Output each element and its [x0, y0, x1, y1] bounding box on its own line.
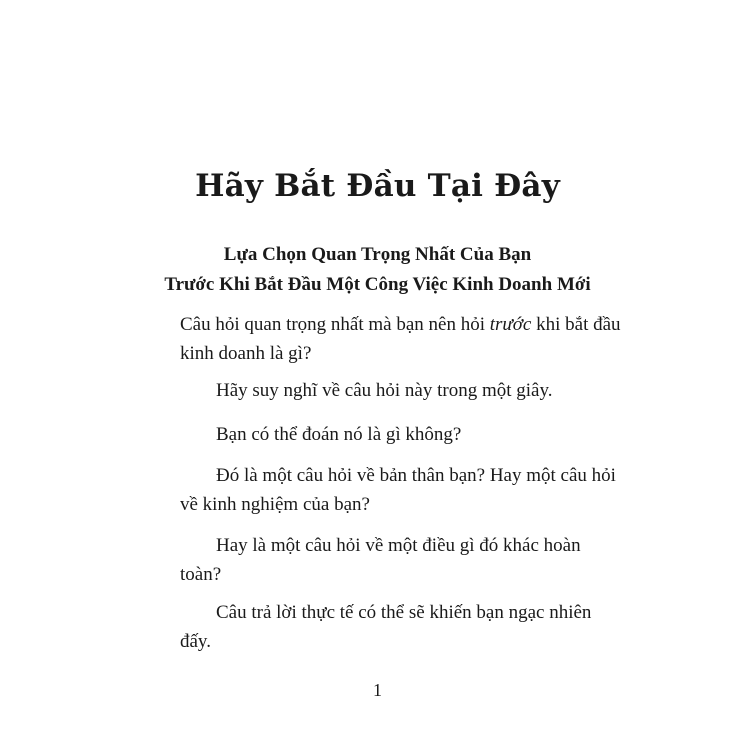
- paragraph-4: [180, 461, 616, 519]
- paragraph-1-emphasis: trước: [489, 314, 532, 335]
- chapter-title: Hãy Bắt Đầu Tại Đây: [195, 168, 560, 204]
- paragraph-1-text-before: Câu hỏi quan trọng nhất mà bạn nên hỏi: [180, 314, 490, 335]
- chapter-subtitle: [0, 240, 755, 300]
- subtitle-line-1: Lựa Chọn Quan Trọng Nhất Của Bạn: [223, 244, 532, 265]
- paragraph-5: [180, 531, 616, 589]
- paragraph-2-text: Hãy suy nghĩ về câu hỏi này trong một giây.: [216, 380, 553, 401]
- paragraph-4-text: Đó là một câu hỏi về bản thân bạn? Hay một câu hỏi: [216, 465, 616, 486]
- paragraph-6: [180, 598, 616, 656]
- paragraph-1-continuation: kinh doanh là gì?: [180, 343, 312, 364]
- paragraph-1-text-after: khi bắt đầu: [531, 314, 621, 335]
- subtitle-line-2: Trước Khi Bắt Đầu Một Công Việc Kinh Doanh Mới: [164, 274, 591, 295]
- paragraph-3: [216, 420, 616, 449]
- paragraph-2: [216, 376, 616, 405]
- paragraph-4-continuation: về kinh nghiệm của bạn?: [180, 494, 370, 515]
- paragraph-5-continuation: toàn?: [180, 564, 222, 585]
- paragraph-5-text: Hay là một câu hỏi về một điều gì đó khác hoàn: [216, 535, 581, 556]
- paragraph-6-continuation: đấy.: [180, 631, 211, 652]
- paragraph-1: [180, 310, 621, 368]
- paragraph-6-text: Câu trả lời thực tế có thể sẽ khiến bạn ngạc nhiên: [216, 602, 592, 623]
- paragraph-3-text: Bạn có thể đoán nó là gì không?: [216, 424, 462, 445]
- page-number: 1: [373, 680, 382, 700]
